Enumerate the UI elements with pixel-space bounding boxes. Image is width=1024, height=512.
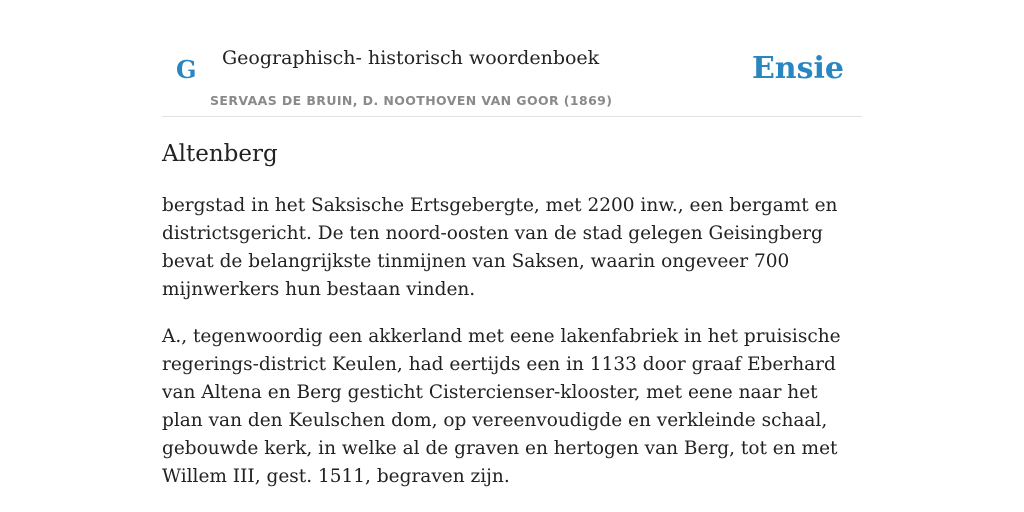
book-header	[162, 0, 862, 117]
entry-body	[162, 192, 864, 510]
book-authors: SERVAAS DE BRUIN, D. NOOTHOVEN VAN GOOR (1869)	[210, 93, 613, 108]
brand-logo-link[interactable]: Ensie	[751, 51, 844, 86]
book-letter-icon[interactable]: G	[176, 55, 197, 84]
book-title[interactable]: Geographisch- historisch woordenboek	[222, 47, 600, 69]
entry-paragraph: bergstad in het Saksische Ertsgebergte, met 2200 inw., een bergamt en districtsgericht. De ten noord-oosten van de stad gelegen Geisingberg bevat de belangrijkste tinmijnen van Saksen, waarin ongeveer 700 mijnwerkers hun bestaan vinden.	[162, 195, 838, 300]
entry-title: Altenberg	[162, 141, 278, 167]
entry-paragraph: A., tegenwoordig een akkerland met eene lakenfabriek in het pruisische regerings-district Keulen, had eertijds een in 1133 door graaf Eberhard van Altena en Berg gesticht Cistercienser-klooster, met eene naar het plan van den Keulschen dom, op vereenvoudigde en verkleinde schaal, gebouwde kerk, in welke al de graven en hertogen van Berg, tot en met Willem III, gest. 1511, begraven zijn.	[162, 326, 841, 487]
